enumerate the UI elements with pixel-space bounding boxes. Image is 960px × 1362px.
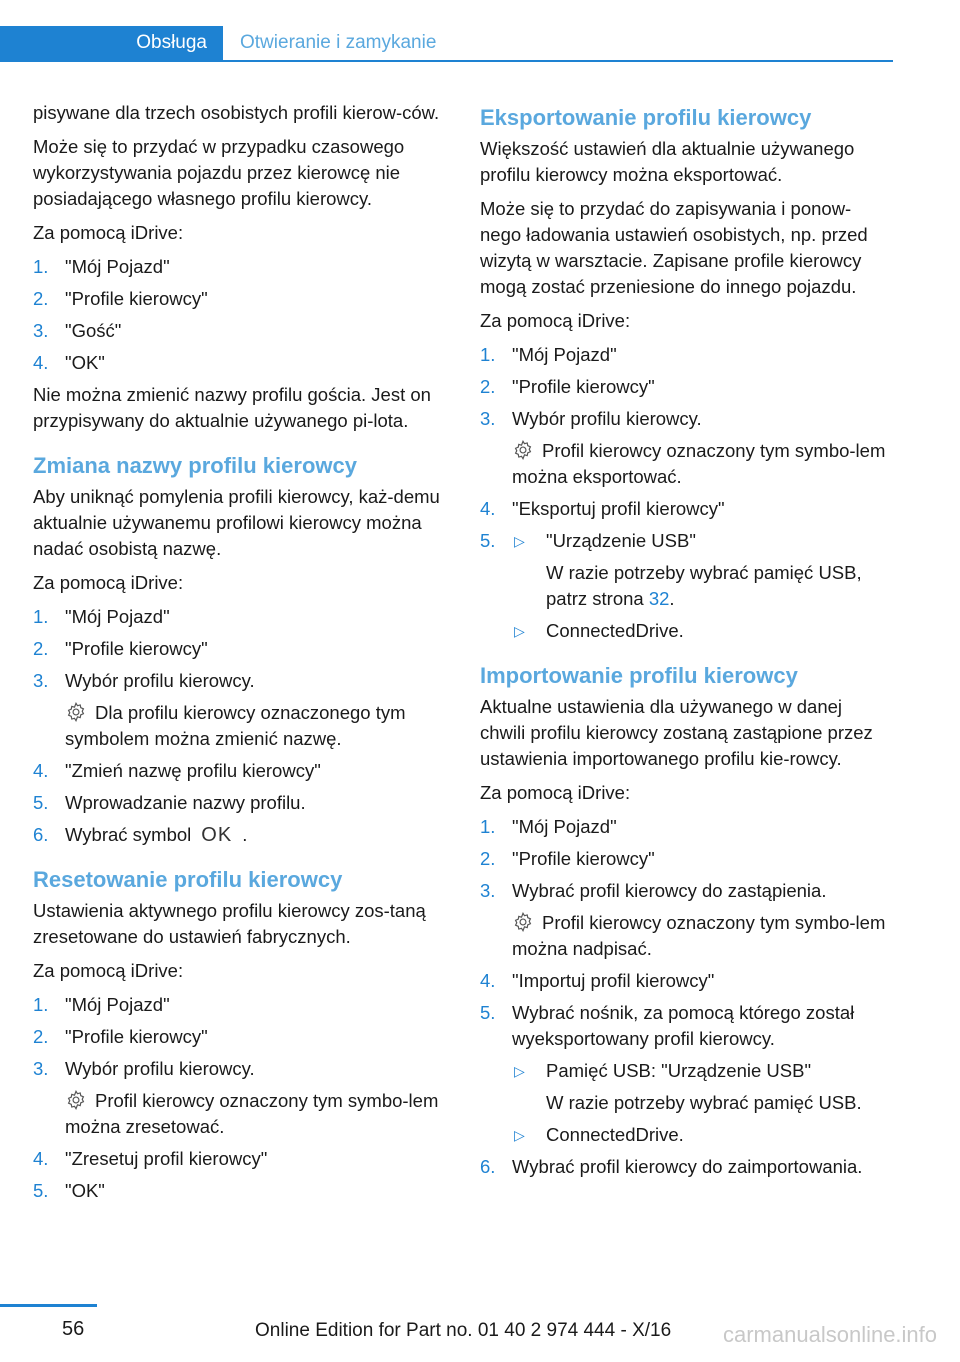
paragraph: Za pomocą iDrive: <box>33 960 184 981</box>
list-item: 5. Wprowadzanie nazwy profilu. <box>33 792 306 813</box>
edition-note: Online Edition for Part no. 01 40 2 974 444 - X/16 <box>255 1320 672 1341</box>
paragraph: Nie można zmienić nazwy profilu gościa. Jest on przypisywany do aktualnie używanego pi-lota. <box>33 384 431 431</box>
page-number: 56 <box>62 1318 85 1340</box>
symbol-note: Dla profilu kierowcy oznaczonego tym symbolem można zmienić nazwę. <box>65 702 406 749</box>
gear-icon <box>65 1089 87 1111</box>
rename-steps-continued <box>33 758 443 848</box>
list-item: 5. ▷ "Urządzenie USB" <box>480 528 892 554</box>
list-item: 6. Wybrać symbol OK . <box>33 824 248 846</box>
list-item: 4. "OK" <box>33 352 105 373</box>
list-item: 2. "Profile kierowcy" <box>33 638 208 659</box>
import-steps <box>480 814 892 904</box>
guest-profile-steps <box>33 254 443 376</box>
gear-icon <box>512 439 534 461</box>
list-item: 4. "Importuj profil kierowcy" <box>480 970 715 991</box>
paragraph: Aktualne ustawienia dla używanego w danej chwili profilu kierowcy zostaną zastąpione przez ustawienia importowanego profilu kie-rowcy. <box>480 696 873 769</box>
section-tab: Otwieranie i zamykanie <box>240 32 437 53</box>
paragraph: pisywane dla trzech osobistych profili kierow-ców. <box>33 102 440 123</box>
triangle-bullet-icon: ▷ <box>514 533 525 549</box>
list-item: 6. Wybrać profil kierowcy do zaimportowania. <box>480 1156 863 1177</box>
paragraph: Aby uniknąć pomylenia profili kierowcy, każ-demu aktualnie używanemu profilowi kierowcy można nadać osobistą nazwę. <box>33 486 440 559</box>
sub-item: ▷ Pamięć USB: "Urządzenie USB" <box>480 1058 892 1084</box>
section-heading-export: Eksportowanie profilu kierowcy <box>480 105 812 130</box>
section-heading-import: Importowanie profilu kierowcy <box>480 663 798 688</box>
footer-rule <box>0 1304 97 1307</box>
list-item: 5. "OK" <box>33 1180 105 1201</box>
triangle-bullet-icon: ▷ <box>514 1063 525 1079</box>
paragraph: Za pomocą iDrive: <box>480 782 631 803</box>
list-item: 3. "Gość" <box>33 320 122 341</box>
paragraph: Za pomocą iDrive: <box>33 222 184 243</box>
triangle-bullet-icon: ▷ <box>514 623 525 639</box>
gear-icon <box>65 701 87 723</box>
symbol-note: Profil kierowcy oznaczony tym symbo-lem można zresetować. <box>65 1090 439 1137</box>
sub-item: ▷ ConnectedDrive. <box>480 618 892 644</box>
list-item: 1. "Mój Pojazd" <box>480 344 617 365</box>
list-item: 1. "Mój Pojazd" <box>33 994 170 1015</box>
header-rule <box>0 60 893 62</box>
chapter-tab: Obsługa <box>0 26 223 60</box>
right-column <box>480 100 892 1186</box>
list-item: 1. "Mój Pojazd" <box>33 606 170 627</box>
list-item: 3. Wybór profilu kierowcy. <box>480 408 702 429</box>
list-item: 2. "Profile kierowcy" <box>33 288 208 309</box>
symbol-note: Profil kierowcy oznaczony tym symbo-lem można nadpisać. <box>512 912 886 959</box>
page-reference-link[interactable]: 32 <box>648 588 670 609</box>
list-item: 5. Wybrać nośnik, za pomocą którego został wyeksportowany profil kierowcy. <box>480 1002 855 1049</box>
list-item: 2. "Profile kierowcy" <box>480 376 655 397</box>
list-item: 4. "Eksportuj profil kierowcy" <box>480 498 725 519</box>
import-steps-final <box>480 1154 892 1180</box>
watermark: carmanualsonline.info <box>723 1322 938 1347</box>
sub-note: W razie potrzeby wybrać pamięć USB. <box>546 1092 862 1113</box>
gear-icon <box>512 911 534 933</box>
list-item: 4. "Zmień nazwę profilu kierowcy" <box>33 760 321 781</box>
paragraph: Ustawienia aktywnego profilu kierowcy zos-taną zresetowane do ustawień fabrycznych. <box>33 900 426 947</box>
triangle-bullet-icon: ▷ <box>514 1127 525 1143</box>
ok-symbol-icon: OK <box>201 824 233 846</box>
paragraph: Za pomocą iDrive: <box>480 310 631 331</box>
list-item: 1. "Mój Pojazd" <box>480 816 617 837</box>
symbol-note: Profil kierowcy oznaczony tym symbo-lem można eksportować. <box>512 440 886 487</box>
list-item: 3. Wybór profilu kierowcy. <box>33 1058 255 1079</box>
import-steps-continued <box>480 968 892 1052</box>
list-item: 2. "Profile kierowcy" <box>33 1026 208 1047</box>
list-item: 2. "Profile kierowcy" <box>480 848 655 869</box>
export-steps-continued <box>480 496 892 554</box>
list-item: 3. Wybrać profil kierowcy do zastąpienia. <box>480 880 827 901</box>
export-steps <box>480 342 892 432</box>
reset-steps-continued <box>33 1146 443 1204</box>
reset-steps <box>33 992 443 1082</box>
left-column <box>33 100 443 1210</box>
rename-steps <box>33 604 443 694</box>
sub-note: W razie potrzeby wybrać pamięć USB, patrz strona 32. <box>546 562 862 609</box>
paragraph: Większość ustawień dla aktualnie używanego profilu kierowcy można eksportować. <box>480 138 855 185</box>
paragraph: Za pomocą iDrive: <box>33 572 184 593</box>
list-item: 1. "Mój Pojazd" <box>33 256 170 277</box>
list-item: 3. Wybór profilu kierowcy. <box>33 670 255 691</box>
list-item: 4. "Zresetuj profil kierowcy" <box>33 1148 268 1169</box>
section-heading-reset: Resetowanie profilu kierowcy <box>33 867 343 892</box>
sub-item: ▷ ConnectedDrive. <box>480 1122 892 1148</box>
paragraph: Może się to przydać w przypadku czasowego wykorzystywania pojazdu przez kierowcę nie posiadającego własnego profilu kierowcy. <box>33 136 405 209</box>
page-header <box>0 26 893 62</box>
paragraph: Może się to przydać do zapisywania i ponow-nego ładowania ustawień osobistych, np. przed wizytą w warsztacie. Zapisane profile kierowcy mogą zostać przeniesione do innego pojazdu. <box>480 198 868 297</box>
section-heading-rename: Zmiana nazwy profilu kierowcy <box>33 453 357 478</box>
